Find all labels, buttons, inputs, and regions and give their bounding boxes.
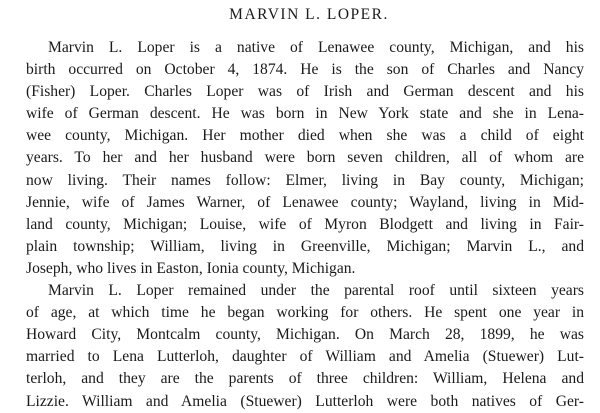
document-page: [26, 6, 584, 413]
text-line: years. To her and her husband were born seven children, all of whom are: [26, 149, 584, 167]
text-line: plain township; William, living in Greenville, Michigan; Marvin L., and: [26, 237, 584, 255]
text-line: married to Lena Lutterloh, daughter of William and Amelia (Stuewer) Lut-: [26, 348, 584, 366]
text-line: Joseph, who lives in Easton, Ionia county, Michigan.: [26, 259, 356, 277]
text-line: birth occurred on October 4, 1874. He is the son of Charles and Nancy: [26, 61, 584, 79]
text-line: land county, Michigan; Louise, wife of Myron Blodgett and living in Fair-: [26, 215, 584, 233]
page-title: MARVIN L. LOPER.: [229, 6, 389, 23]
text-line: wife of German descent. He was born in New York state and she in Lena-: [26, 105, 584, 123]
text-line: Jennie, wife of James Warner, of Lenawee county; Wayland, living in Mid-: [26, 193, 584, 211]
body-text: [26, 37, 584, 413]
text-line: Marvin L. Loper is a native of Lenawee county, Michigan, and his: [48, 39, 584, 56]
text-line: Marvin L. Loper remained under the parental roof until sixteen years: [48, 282, 584, 300]
text-line: terloh, and they are the parents of three children: William, Helena and: [26, 370, 584, 388]
text-line: now living. Their names follow: Elmer, living in Bay county, Michigan;: [26, 171, 584, 189]
text-line: Lizzie. William and Amelia (Stuewer) Lutterloh were both natives of Ger-: [26, 392, 584, 410]
text-line: Howard City, Montcalm county, Michigan. On March 28, 1899, he was: [26, 326, 584, 344]
text-line: of age, at which time he began working for others. He spent one year in: [26, 304, 584, 322]
text-line: (Fisher) Loper. Charles Loper was of Irish and German descent and his: [26, 83, 584, 101]
text-line: wee county, Michigan. Her mother died when she was a child of eight: [26, 127, 584, 145]
